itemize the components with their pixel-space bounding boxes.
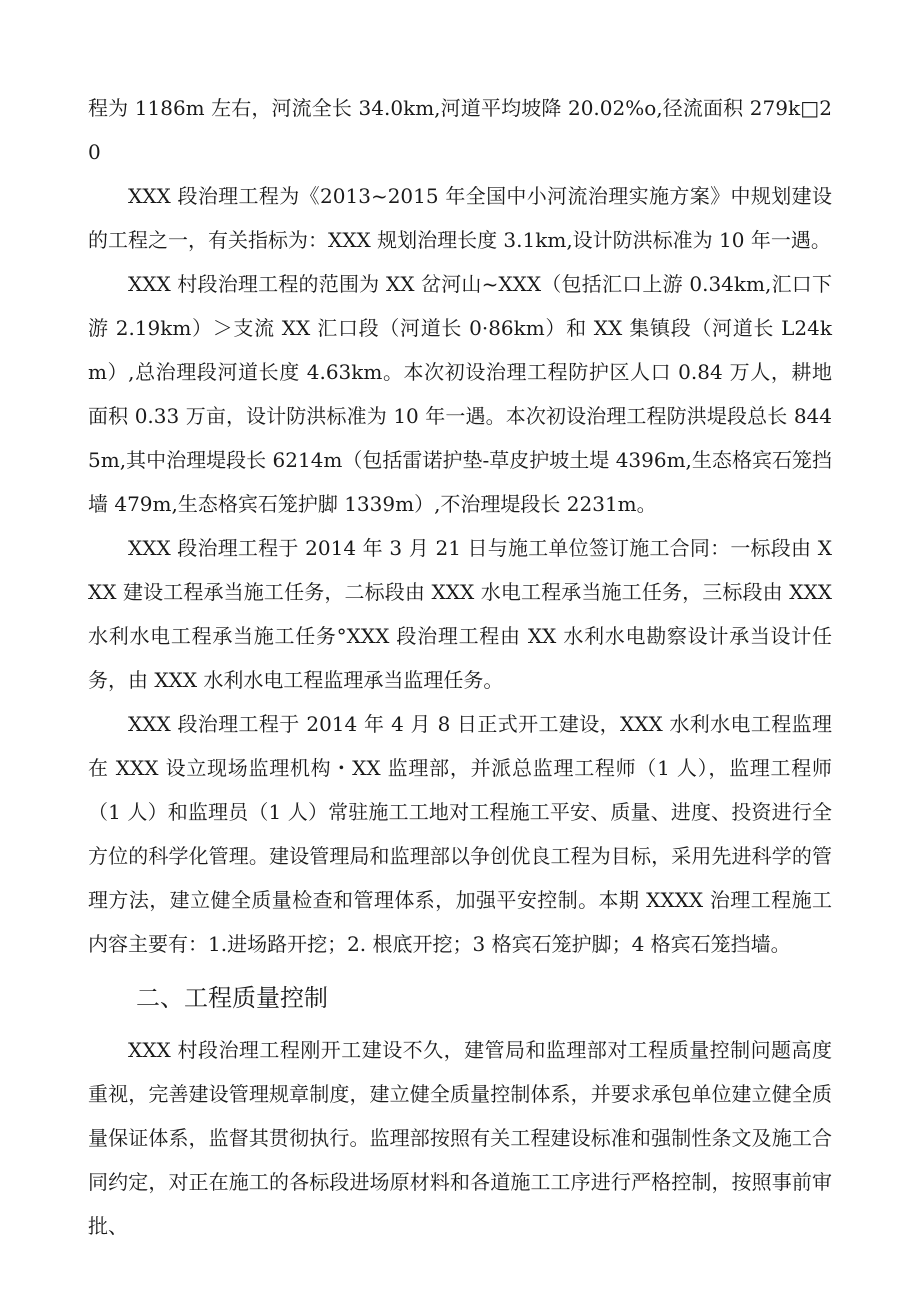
- body-paragraph-3: XXX 村段治理工程的范围为 XX 岔河山~XXX（包括汇口上游 0.34km,汇口下游 2.19km）＞支流 XX 汇口段（河道长 0·86km）和 XX 集镇段（河道长 L24km）,总治理段河道长度 4.63km。本次初设治理工程防护区人口 0.84 万人，耕地面积 0.33 万亩，设计防洪标准为 10 年一遇。本次初设治理工程防洪堤段总长 8445m,其中治理堤段长 6214m（包括雷诺护垫-草皮护坡土堤 4396m,生态格宾石笼挡墙 479m,生态格宾石笼护脚 1339m）,不治理堤段长 2231m。: [88, 272, 832, 516]
- body-paragraph-6: XXX 村段治理工程刚开工建设不久，建管局和监理部对工程质量控制问题高度重视，完善建设管理规章制度，建立健全质量控制体系，并要求承包单位建立健全质量保证体系，监督其贯彻执行。监理部按照有关工程建设标准和强制性条文及施工合同约定，对正在施工的各标段进场原材料和各道施工工序进行严格控制，按照事前审批、: [88, 1038, 832, 1238]
- body-paragraph-4: XXX 段治理工程于 2014 年 3 月 21 日与施工单位签订施工合同：一标段由 XXX 建设工程承当施工任务，二标段由 XXX 水电工程承当施工任务，三标段由 XXX 水利水电工程承当施工任务°XXX 段治理工程由 XX 水利水电勘察设计承当设计任务，由 XXX 水利水电工程监理承当监理任务。: [88, 536, 832, 692]
- body-paragraph-5: XXX 段治理工程于 2014 年 4 月 8 日正式开工建设，XXX 水利水电工程监理在 XXX 设立现场监理机构・XX 监理部，并派总监理工程师（1 人），监理工程师（1 人）和监理员（1 人）常驻施工工地对工程施工平安、质量、进度、投资进行全方位的科学化管理。建设管理局和监理部以争创优良工程为目标，采用先进科学的管理方法，建立健全质量检查和管理体系，加强平安控制。本期 XXXX 治理工程施工内容主要有：1.进场路开挖；2. 根底开挖；3 格宾石笼护脚；4 格宾石笼挡墙。: [88, 712, 832, 956]
- body-paragraph-1: 程为 1186m 左右，河流全长 34.0km,河道平均坡降 20.02%o,径流面积 279k□20: [88, 96, 832, 164]
- section-heading: 二、工程质量控制: [136, 984, 328, 1012]
- document-body: [88, 86, 832, 1248]
- body-paragraph-2: XXX 段治理工程为《2013~2015 年全国中小河流治理实施方案》中规划建设的工程之一，有关指标为：XXX 规划治理长度 3.1km,设计防洪标准为 10 年一遇。: [88, 184, 832, 252]
